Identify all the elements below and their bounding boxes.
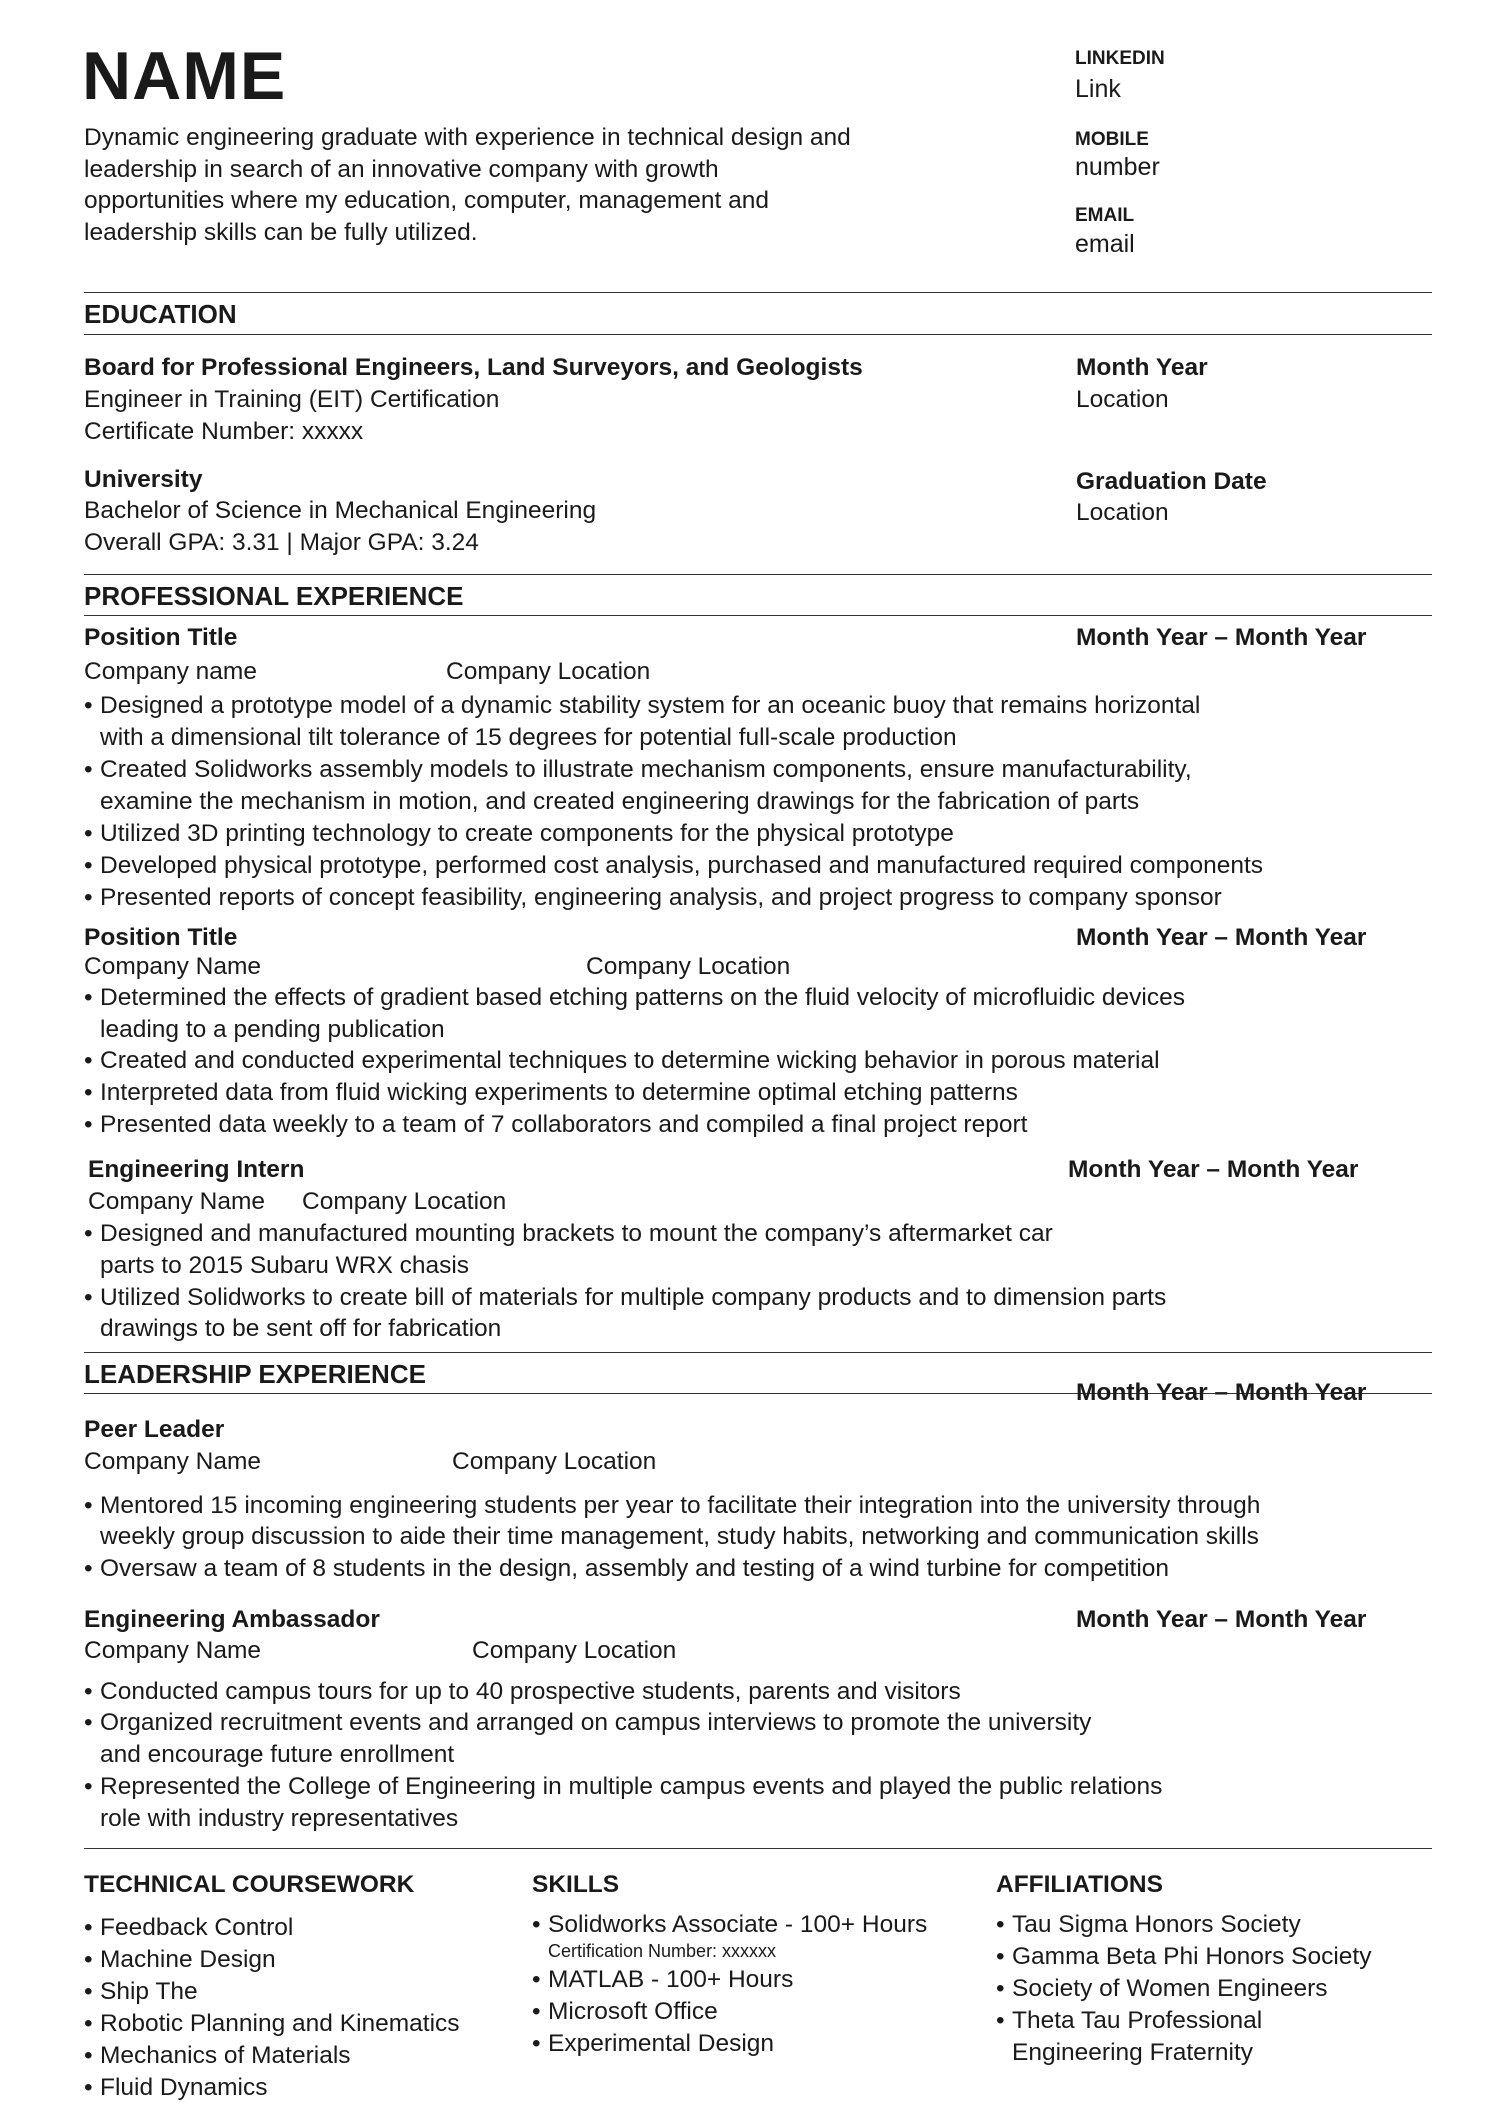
list-item-continued: drawings to be sent off for fabrication	[100, 1315, 502, 1342]
skills-heading: SKILLS	[532, 1871, 620, 1898]
section-divider	[84, 574, 1432, 575]
list-item: • Utilized Solidworks to create bill of materials for multiple company products and to dimension parts	[84, 1284, 1167, 1311]
education-location: Location	[1076, 499, 1169, 526]
list-item-continued: Engineering Fraternity	[1012, 2039, 1254, 2066]
list-item-continued: role with industry representatives	[100, 1805, 459, 1832]
job-dates: Month Year – Month Year	[1076, 1606, 1367, 1633]
list-item: • Ship The	[84, 1978, 198, 2005]
job-title: Peer Leader	[84, 1416, 225, 1443]
section-divider	[84, 292, 1432, 293]
list-item: • Represented the College of Engineering in multiple campus events and played the public relations	[84, 1773, 1163, 1800]
list-item: • Mentored 15 incoming engineering students per year to facilitate their integration into the university through	[84, 1492, 1261, 1519]
list-item: • Presented reports of concept feasibility, engineering analysis, and project progress to company sponsor	[84, 884, 1222, 911]
list-item: • Developed physical prototype, performed cost analysis, purchased and manufactured required components	[84, 852, 1264, 879]
mobile-value: number	[1075, 153, 1160, 181]
certification-note: Certification Number: xxxxxx	[548, 1941, 777, 1961]
company-name: Company Name	[84, 1448, 262, 1475]
list-item: • Designed a prototype model of a dynamic stability system for an oceanic buoy that remains horizontal	[84, 692, 1201, 719]
list-item: • Conducted campus tours for up to 40 prospective students, parents and visitors	[84, 1678, 961, 1705]
education-institution: University	[84, 466, 203, 493]
education-detail: Engineer in Training (EIT) Certification	[84, 386, 500, 413]
list-item-continued: and encourage future enrollment	[100, 1741, 455, 1768]
company-location: Company Location	[452, 1448, 657, 1475]
list-item: • Theta Tau Professional	[996, 2007, 1263, 2034]
linkedin-value[interactable]: Link	[1075, 75, 1121, 103]
linkedin-label: LINKEDIN	[1075, 48, 1165, 69]
list-item-continued: parts to 2015 Subaru WRX chasis	[100, 1252, 470, 1279]
company-name: Company Name	[84, 1637, 262, 1664]
list-item: • Oversaw a team of 8 students in the design, assembly and testing of a wind turbine for competition	[84, 1555, 1170, 1582]
list-item: • MATLAB - 100+ Hours	[532, 1966, 794, 1993]
company-location: Company Location	[446, 658, 651, 685]
list-item-continued: leading to a pending publication	[100, 1016, 445, 1043]
company-name: Company Name	[88, 1188, 266, 1215]
job-dates: Month Year – Month Year	[1076, 624, 1367, 651]
professional-heading: PROFESSIONAL EXPERIENCE	[84, 581, 464, 611]
job-dates: Month Year – Month Year	[1068, 1156, 1359, 1183]
section-divider	[84, 334, 1432, 335]
education-detail: Certificate Number: xxxxx	[84, 418, 364, 445]
company-name: Company name	[84, 658, 257, 685]
list-item: • Robotic Planning and Kinematics	[84, 2010, 460, 2037]
list-item: • Presented data weekly to a team of 7 collaborators and compiled a final project report	[84, 1111, 1028, 1138]
company-name: Company Name	[84, 953, 262, 980]
list-item: • Experimental Design	[532, 2030, 775, 2057]
job-title: Position Title	[84, 624, 238, 651]
list-item: • Solidworks Associate - 100+ Hours	[532, 1911, 928, 1938]
education-location: Location	[1076, 386, 1169, 413]
job-title: Engineering Intern	[88, 1156, 305, 1183]
candidate-name: NAME	[82, 38, 287, 114]
list-item: • Machine Design	[84, 1946, 276, 1973]
section-divider	[84, 615, 1432, 616]
leadership-heading: LEADERSHIP EXPERIENCE	[84, 1359, 426, 1389]
list-item: • Created Solidworks assembly models to illustrate mechanism components, ensure manufacturability,	[84, 756, 1192, 783]
affiliations-heading: AFFILIATIONS	[996, 1871, 1163, 1898]
education-detail: Bachelor of Science in Mechanical Engineering	[84, 497, 597, 524]
job-title: Position Title	[84, 924, 238, 951]
mobile-label: MOBILE	[1075, 129, 1149, 150]
email-value[interactable]: email	[1075, 230, 1135, 258]
education-date: Graduation Date	[1076, 468, 1267, 495]
list-item: • Organized recruitment events and arranged on campus interviews to promote the university	[84, 1709, 1092, 1736]
list-item: • Feedback Control	[84, 1914, 294, 1941]
education-heading: EDUCATION	[84, 299, 237, 329]
company-location: Company Location	[302, 1188, 507, 1215]
list-item: • Microsoft Office	[532, 1998, 718, 2025]
list-item: • Gamma Beta Phi Honors Society	[996, 1943, 1372, 1970]
company-location: Company Location	[586, 953, 791, 980]
job-title: Engineering Ambassador	[84, 1606, 380, 1633]
email-label: EMAIL	[1075, 205, 1135, 226]
list-item: • Determined the effects of gradient based etching patterns on the fluid velocity of microfluidic devices	[84, 984, 1185, 1011]
list-item-continued: with a dimensional tilt tolerance of 15 degrees for potential full-scale production	[100, 724, 957, 751]
list-item: • Mechanics of Materials	[84, 2042, 351, 2069]
list-item: • Interpreted data from fluid wicking experiments to determine optimal etching patterns	[84, 1079, 1018, 1106]
list-item: • Fluid Dynamics	[84, 2074, 268, 2101]
section-divider	[84, 1848, 1432, 1849]
summary-text: Dynamic engineering graduate with experience in technical design and leadership in search of an innovative company with growth opportunities where my education, computer, management and leadership skills can be fully utilized.	[84, 124, 851, 246]
coursework-heading: TECHNICAL COURSEWORK	[84, 1871, 415, 1898]
list-item: • Tau Sigma Honors Society	[996, 1911, 1301, 1938]
list-item-continued: weekly group discussion to aide their time management, study habits, networking and communication skills	[100, 1523, 1259, 1550]
list-item: • Designed and manufactured mounting brackets to mount the company’s aftermarket car	[84, 1220, 1053, 1247]
list-item: • Created and conducted experimental techniques to determine wicking behavior in porous material	[84, 1047, 1160, 1074]
education-detail: Overall GPA: 3.31 | Major GPA: 3.24	[84, 529, 479, 556]
company-location: Company Location	[472, 1637, 677, 1664]
education-date: Month Year	[1076, 354, 1208, 381]
list-item: • Society of Women Engineers	[996, 1975, 1328, 2002]
job-dates: Month Year – Month Year	[1076, 924, 1367, 951]
education-institution: Board for Professional Engineers, Land Surveyors, and Geologists	[84, 354, 863, 381]
job-dates: Month Year – Month Year	[1076, 1379, 1367, 1406]
list-item-continued: examine the mechanism in motion, and created engineering drawings for the fabrication of parts	[100, 788, 1140, 815]
section-divider	[84, 1352, 1432, 1353]
list-item: • Utilized 3D printing technology to create components for the physical prototype	[84, 820, 954, 847]
